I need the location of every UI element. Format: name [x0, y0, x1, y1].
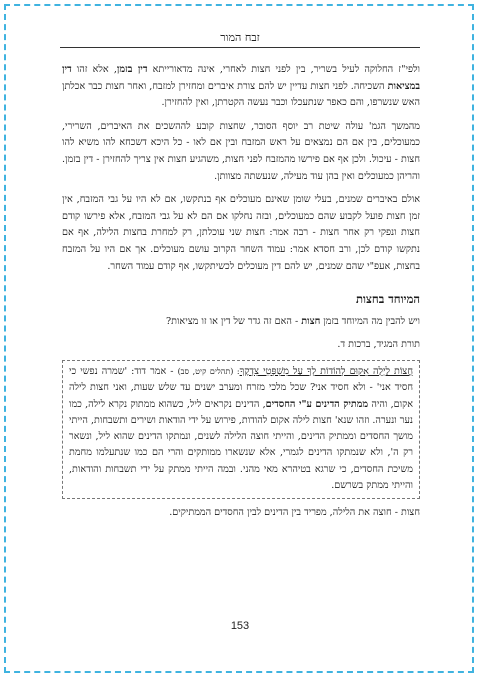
text-run: , הדינים נקראים ליל, כשהוא ממתוק נקרא לילה, כמו נער ונערה. וזהו שנא' חצות לילה אקום להודות, פירוש על ידי הודאות ושירים ותשבחות, הייתי מושך החסדים וממתיק הדינים, והייתי חוצה הלילה לשנים, ונמתקו הדינים שהוא ליל, ונשאר רק ה', ולא שנמתקו הדינים לגמרי, אלא שנשארו ממותקים והרי הם כמו שנתעלמו מחמת משיכת החסדים, כי שרגא בטיהרא מאי מהני. ובמה הייתי ממתק על ידי תשבחות והודאות, והייתי ממתק בשרשם. [69, 398, 413, 491]
bold-term: חצות [301, 315, 321, 327]
bold-term: דין בזמן [116, 64, 148, 75]
section-question [62, 314, 420, 331]
bold-term: דין במציאות [62, 64, 420, 92]
text-run: ויש להבין מה המיוחד בזמן [320, 315, 420, 327]
paragraph-3: אולם באיברים שמנים, בעלי שומן שאינם מעוכלים אף בנתקשו, אם לא היו על גבי המזבח, אין זמן חצות פועל לקבוע שהם כמעוכלים, ובזה נחלקו אם הם לא על גבי המזבח, אלא פירשו קודם חצות ונפקי רק אחר חצות - רבה אמר: חצות שני עוכלתן, רק למחרת בחצות הלילה, אף אם נתקשו קודם לכן, ורב חסדא אמר: עמוד השחר הקרוב עושם מעוכלים. אך אם היו על המזבח בחצות, אעפ"י שהם שמנים, יש להם דין מעוכלים לכשיתקשו, אף קודם עמוד השחר. [62, 194, 420, 272]
section-heading: המיוחד בחצות [355, 292, 420, 307]
verse-reference: : (תהלים קיט, סב) [177, 366, 240, 376]
source-citation: תורת המגיד, ברכות ד. [337, 339, 420, 351]
quote-box [62, 360, 420, 499]
text-run: , אלא זהו [71, 64, 117, 75]
bold-term: ממתיק הדינים ע"י החסדים [265, 398, 369, 410]
text-run: ולפי"ז החלוקה לעיל בשריר, בין לפני חצות לאחרי, אינה מדאורייתא [147, 64, 420, 75]
text-run: - אמר דוד: 'שמרה נפשי כי חסיד אני' - ולא חסיד אני? שכל מלכי מזרח ומערב ישנים עד שלש שעות, ואני חצות לילה אקום, והיה [69, 365, 413, 410]
text-run: - האם זה גדר של דין או זו מציאות? [165, 315, 302, 327]
text-run: השכיחה. לפני חצות עדיין יש להם צורת איברים ומחזירן למזבח, ואחר חצות כבר אכלתן האש שנשרפו, והם כאפר שנתעכלו וכבר נעשה הקטרתן, ואין להחזירן. [62, 80, 420, 109]
paragraph-2: מהמשך הגמ' עולה שיטת רב יוסף הסובר, שחצות קובע לההשכים את האיברים, השרירי, כמעוכלים, בין אם הם נמצאים על ראש המזבח ובין אם לאו - כל היכא דשכחא להו משיא להו חצות - עיכול. ולכן אף אם פירשו מהמזבח לפני חצות, משהגיע חצות אין צריך להחזירן - דין בזמן. והריהן כמעוכלים ואין בהן עוד מעילה, שנעשתה מצוותן. [62, 120, 420, 182]
running-header: זבח המור [220, 31, 260, 44]
closing-line: חצות - חוצה את הלילה, מפריד בין הדינים לבין החסדים הממתיקים. [169, 507, 420, 519]
page-number: 153 [230, 620, 250, 632]
header-divider [60, 47, 420, 48]
verse-quote: חֲצוֹת לַיְלָה אָקוּם לְהוֹדוֹת לְךָ עַל מִשְׁפְּטֵי צִדְקֶךָ [239, 365, 414, 377]
page-body [62, 62, 420, 529]
paragraph-1 [62, 62, 420, 112]
